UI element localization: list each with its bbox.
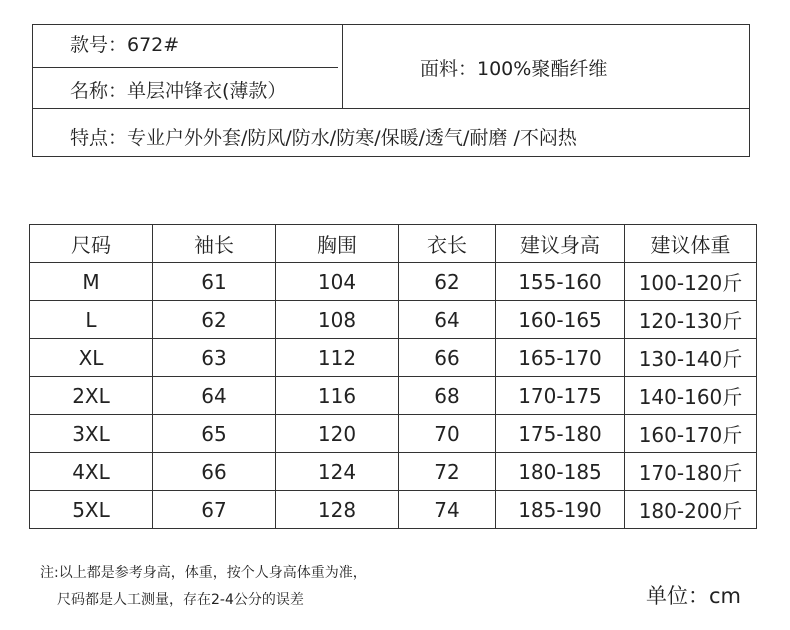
cell-weight: 170-180斤 [625, 453, 757, 491]
product-info-block [32, 24, 750, 157]
table-header-row [30, 225, 757, 263]
note-line-2: 尺码都是人工测量，存在2-4公分的误差 [57, 592, 304, 608]
note-line-1: 注:以上都是参考身高，体重，按个人身高体重为准， [40, 565, 367, 581]
material: 面料：100%聚酯纤维 [420, 58, 608, 80]
table-row [30, 415, 757, 453]
info-bottom-border [32, 156, 750, 157]
info-top-border [32, 24, 750, 25]
cell-length: 66 [399, 339, 496, 377]
header-chest: 胸围 [276, 225, 399, 263]
table-row [30, 263, 757, 301]
cell-weight: 140-160斤 [625, 377, 757, 415]
cell-chest: 116 [276, 377, 399, 415]
cell-size: 3XL [30, 415, 153, 453]
cell-height: 175-180 [496, 415, 625, 453]
cell-size: L [30, 301, 153, 339]
info-divider-left [32, 67, 338, 68]
cell-length: 72 [399, 453, 496, 491]
cell-size: M [30, 263, 153, 301]
cell-height: 180-185 [496, 453, 625, 491]
cell-weight: 100-120斤 [625, 263, 757, 301]
cell-weight: 160-170斤 [625, 415, 757, 453]
info-left-border [32, 24, 33, 157]
cell-chest: 128 [276, 491, 399, 529]
cell-height: 170-175 [496, 377, 625, 415]
cell-chest: 120 [276, 415, 399, 453]
info-divider-vertical [342, 24, 343, 108]
cell-length: 68 [399, 377, 496, 415]
cell-length: 74 [399, 491, 496, 529]
cell-size: 4XL [30, 453, 153, 491]
unit-label: 单位：cm [646, 584, 742, 608]
header-size: 尺码 [30, 225, 153, 263]
cell-chest: 124 [276, 453, 399, 491]
table-row [30, 491, 757, 529]
cell-size: 2XL [30, 377, 153, 415]
cell-sleeve: 64 [153, 377, 276, 415]
cell-sleeve: 65 [153, 415, 276, 453]
cell-weight: 180-200斤 [625, 491, 757, 529]
table-row [30, 377, 757, 415]
cell-height: 155-160 [496, 263, 625, 301]
table-row [30, 339, 757, 377]
cell-length: 64 [399, 301, 496, 339]
cell-sleeve: 62 [153, 301, 276, 339]
table-row [30, 453, 757, 491]
cell-size: 5XL [30, 491, 153, 529]
cell-length: 62 [399, 263, 496, 301]
features: 特点：专业户外外套/防风/防水/防寒/保暖/透气/耐磨 /不闷热 [70, 127, 577, 149]
size-table [29, 224, 757, 529]
table-row [30, 301, 757, 339]
info-right-border [749, 24, 750, 157]
cell-chest: 112 [276, 339, 399, 377]
header-weight: 建议体重 [625, 225, 757, 263]
cell-height: 165-170 [496, 339, 625, 377]
cell-height: 160-165 [496, 301, 625, 339]
cell-sleeve: 66 [153, 453, 276, 491]
header-sleeve: 袖长 [153, 225, 276, 263]
cell-height: 185-190 [496, 491, 625, 529]
cell-sleeve: 67 [153, 491, 276, 529]
cell-sleeve: 63 [153, 339, 276, 377]
info-divider-middle [32, 108, 750, 109]
cell-weight: 130-140斤 [625, 339, 757, 377]
header-length: 衣长 [399, 225, 496, 263]
cell-chest: 108 [276, 301, 399, 339]
product-name: 名称：单层冲锋衣(薄款） [70, 80, 287, 102]
style-number: 款号：672# [70, 34, 180, 56]
cell-size: XL [30, 339, 153, 377]
cell-chest: 104 [276, 263, 399, 301]
cell-weight: 120-130斤 [625, 301, 757, 339]
cell-sleeve: 61 [153, 263, 276, 301]
cell-length: 70 [399, 415, 496, 453]
header-height: 建议身高 [496, 225, 625, 263]
